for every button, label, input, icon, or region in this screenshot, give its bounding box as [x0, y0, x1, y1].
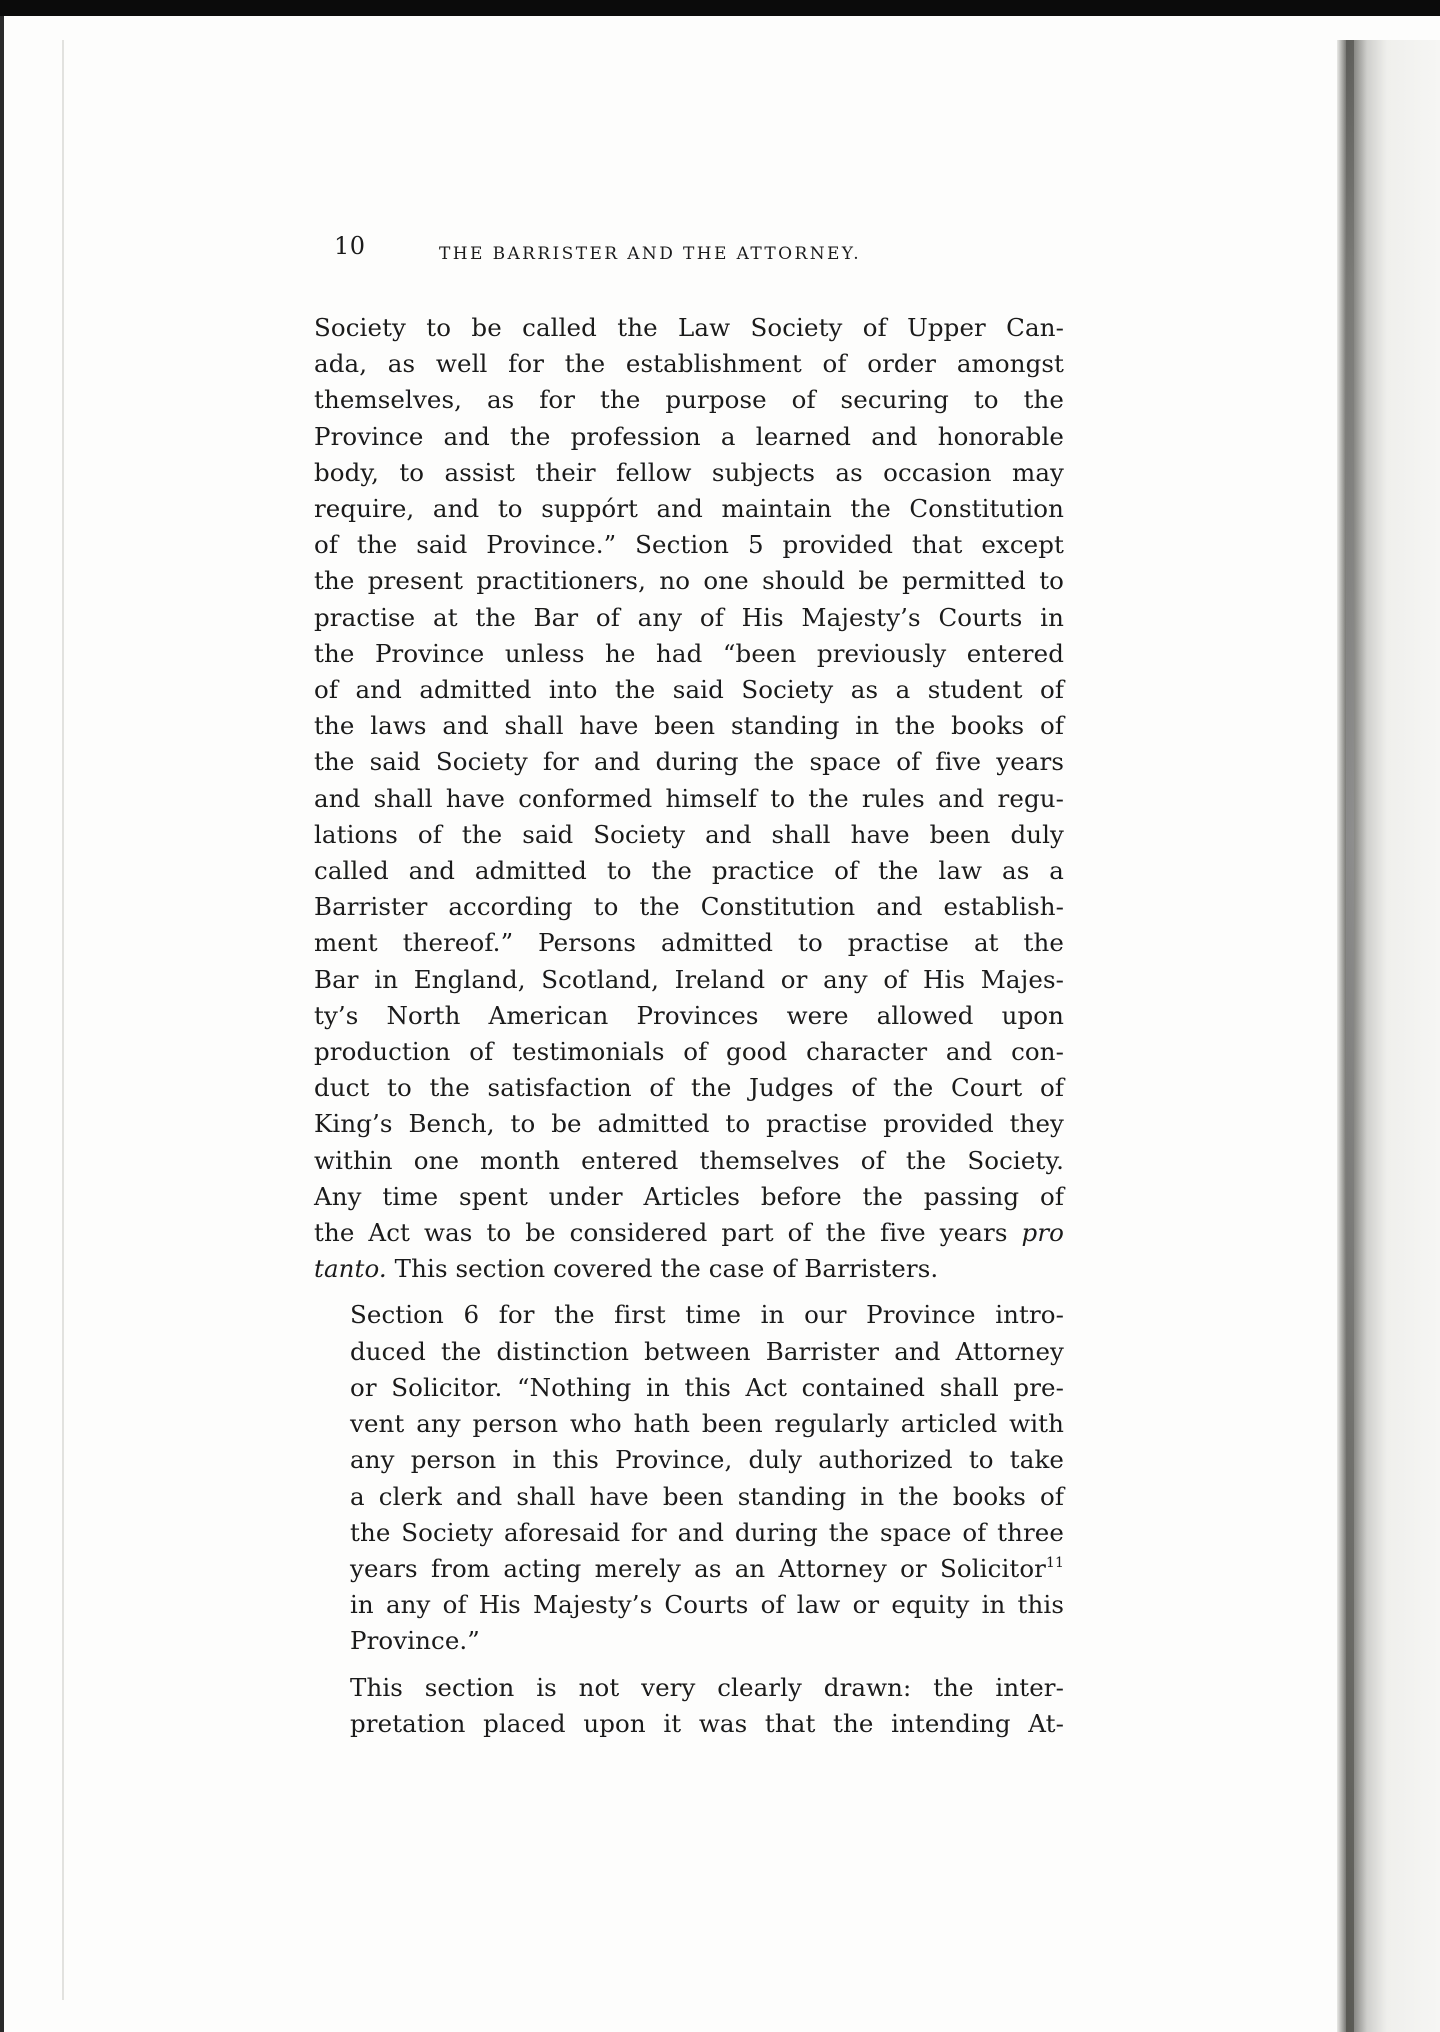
text-run: lations of the said Society and shall have been duly — [314, 819, 1064, 849]
book-spine-edge — [1346, 40, 1354, 2032]
scan-left-border — [0, 16, 4, 2032]
italic-text: pro — [1021, 1218, 1064, 1248]
text-line — [314, 744, 1064, 780]
text-line — [314, 1406, 1064, 1442]
text-run: Province.” — [350, 1626, 480, 1656]
text-line — [314, 1251, 1064, 1287]
text-run: the said Society for and during the space of five years — [314, 747, 1064, 777]
text-line — [314, 600, 1064, 636]
text-run: in any of His Majesty’s Courts of law or equity in this — [350, 1590, 1064, 1620]
text-run: the Society aforesaid for and during the space of three — [350, 1517, 1064, 1547]
text-line — [314, 1143, 1064, 1179]
text-run: within one month entered themselves of the Society. — [314, 1145, 1064, 1175]
paragraph-1 — [314, 310, 1064, 1287]
text-line — [314, 925, 1064, 961]
text-line — [314, 1442, 1064, 1478]
book-page — [314, 230, 1076, 1752]
text-run: Any time spent under Articles before the passing of — [314, 1181, 1064, 1211]
text-line — [314, 1215, 1064, 1251]
text-run: pretation placed upon it was that the intending At- — [350, 1708, 1064, 1738]
text-line — [314, 1670, 1064, 1706]
text-run: the present practitioners, no one should be permitted to — [314, 566, 1064, 596]
text-run — [1008, 1218, 1022, 1247]
text-run: of and admitted into the said Society as a student of — [314, 675, 1064, 705]
text-run: practise at the Bar of any of His Majesty’s Courts in — [314, 602, 1064, 632]
footnote-reference: 11 — [1045, 1554, 1064, 1571]
text-line — [314, 346, 1064, 382]
text-run: Bar in England, Scotland, Ireland or any of His Majes- — [314, 964, 1064, 994]
text-line — [314, 781, 1064, 817]
text-run: themselves, as for the purpose of securing to the — [314, 385, 1064, 415]
text-run: and shall have conformed himself to the rules and regu- — [314, 783, 1064, 813]
text-line — [314, 672, 1064, 708]
text-line — [314, 636, 1064, 672]
text-line — [314, 1623, 1064, 1659]
text-run: King’s Bench, to be admitted to practise provided they — [314, 1109, 1064, 1139]
text-line — [314, 527, 1064, 563]
italic-text: tanto. — [314, 1254, 387, 1284]
text-run: Section 6 for the first time in our Province intro- — [350, 1300, 1064, 1330]
text-line — [314, 419, 1064, 455]
text-run: This section covered the case of Barristers. — [386, 1254, 939, 1284]
text-run: or Solicitor. “Nothing in this Act contained shall pre- — [350, 1372, 1064, 1402]
paragraph-3 — [314, 1670, 1064, 1742]
text-line — [314, 1706, 1064, 1742]
text-run: ty’s North American Provinces were allowed upon — [314, 1000, 1064, 1030]
running-head — [314, 230, 1076, 276]
text-run: Barrister according to the Constitution and establish- — [314, 892, 1064, 922]
text-run: production of testimonials of good character and con- — [314, 1037, 1064, 1067]
text-line — [314, 310, 1064, 346]
text-line — [314, 563, 1064, 599]
text-line — [314, 708, 1064, 744]
text-line — [314, 998, 1064, 1034]
body-text — [314, 310, 1064, 1742]
text-line — [314, 1070, 1064, 1106]
text-line — [314, 455, 1064, 491]
text-line — [314, 817, 1064, 853]
text-run: body, to assist their fellow subjects as occasion may — [314, 457, 1064, 487]
text-line — [314, 1334, 1064, 1370]
text-line — [314, 382, 1064, 418]
text-run: ment thereof.” Persons admitted to practise at the — [314, 928, 1064, 958]
text-line — [314, 1479, 1064, 1515]
text-line — [314, 1297, 1064, 1333]
text-line — [314, 1551, 1064, 1587]
text-line — [314, 853, 1064, 889]
text-line — [314, 1179, 1064, 1215]
text-line — [314, 1370, 1064, 1406]
text-run: of the said Province.” Section 5 provided that except — [314, 530, 1064, 560]
text-run: the laws and shall have been standing in the books of — [314, 711, 1064, 741]
text-run: any person in this Province, duly authorized to take — [350, 1445, 1064, 1475]
text-run: This section is not very clearly drawn: the inter- — [350, 1672, 1064, 1702]
scan-top-border — [0, 0, 1440, 16]
text-run: Society to be called the Law Society of Upper Can- — [314, 313, 1064, 342]
text-line — [314, 1106, 1064, 1142]
text-run: Province and the profession a learned and honorable — [314, 421, 1064, 451]
text-line — [314, 889, 1064, 925]
text-line — [314, 1515, 1064, 1551]
text-run: years from acting merely as an Attorney or Solicitor — [350, 1553, 1046, 1583]
text-run: require, and to suppórt and maintain the Constitution — [314, 494, 1064, 524]
page-margin-line — [62, 40, 64, 2000]
text-run: the Province unless he had “been previously entered — [314, 638, 1064, 668]
text-run: duced the distinction between Barrister and Attorney — [350, 1336, 1064, 1366]
paragraph-2 — [314, 1297, 1064, 1659]
text-run: duct to the satisfaction of the Judges of the Court of — [314, 1073, 1064, 1103]
text-run: called and admitted to the practice of the law as a — [314, 856, 1064, 886]
text-line — [314, 491, 1064, 527]
text-line — [314, 1034, 1064, 1070]
page-number: 10 — [334, 232, 366, 260]
running-title: THE BARRISTER AND THE ATTORNEY. — [439, 244, 862, 264]
text-run: the Act was to be considered part of the five years — [314, 1218, 1008, 1248]
text-run: a clerk and shall have been standing in the books of — [350, 1481, 1064, 1511]
text-run: vent any person who hath been regularly articled with — [350, 1409, 1064, 1439]
text-run: ada, as well for the establishment of order amongst — [314, 349, 1064, 379]
text-line — [314, 962, 1064, 998]
text-line — [314, 1587, 1064, 1623]
